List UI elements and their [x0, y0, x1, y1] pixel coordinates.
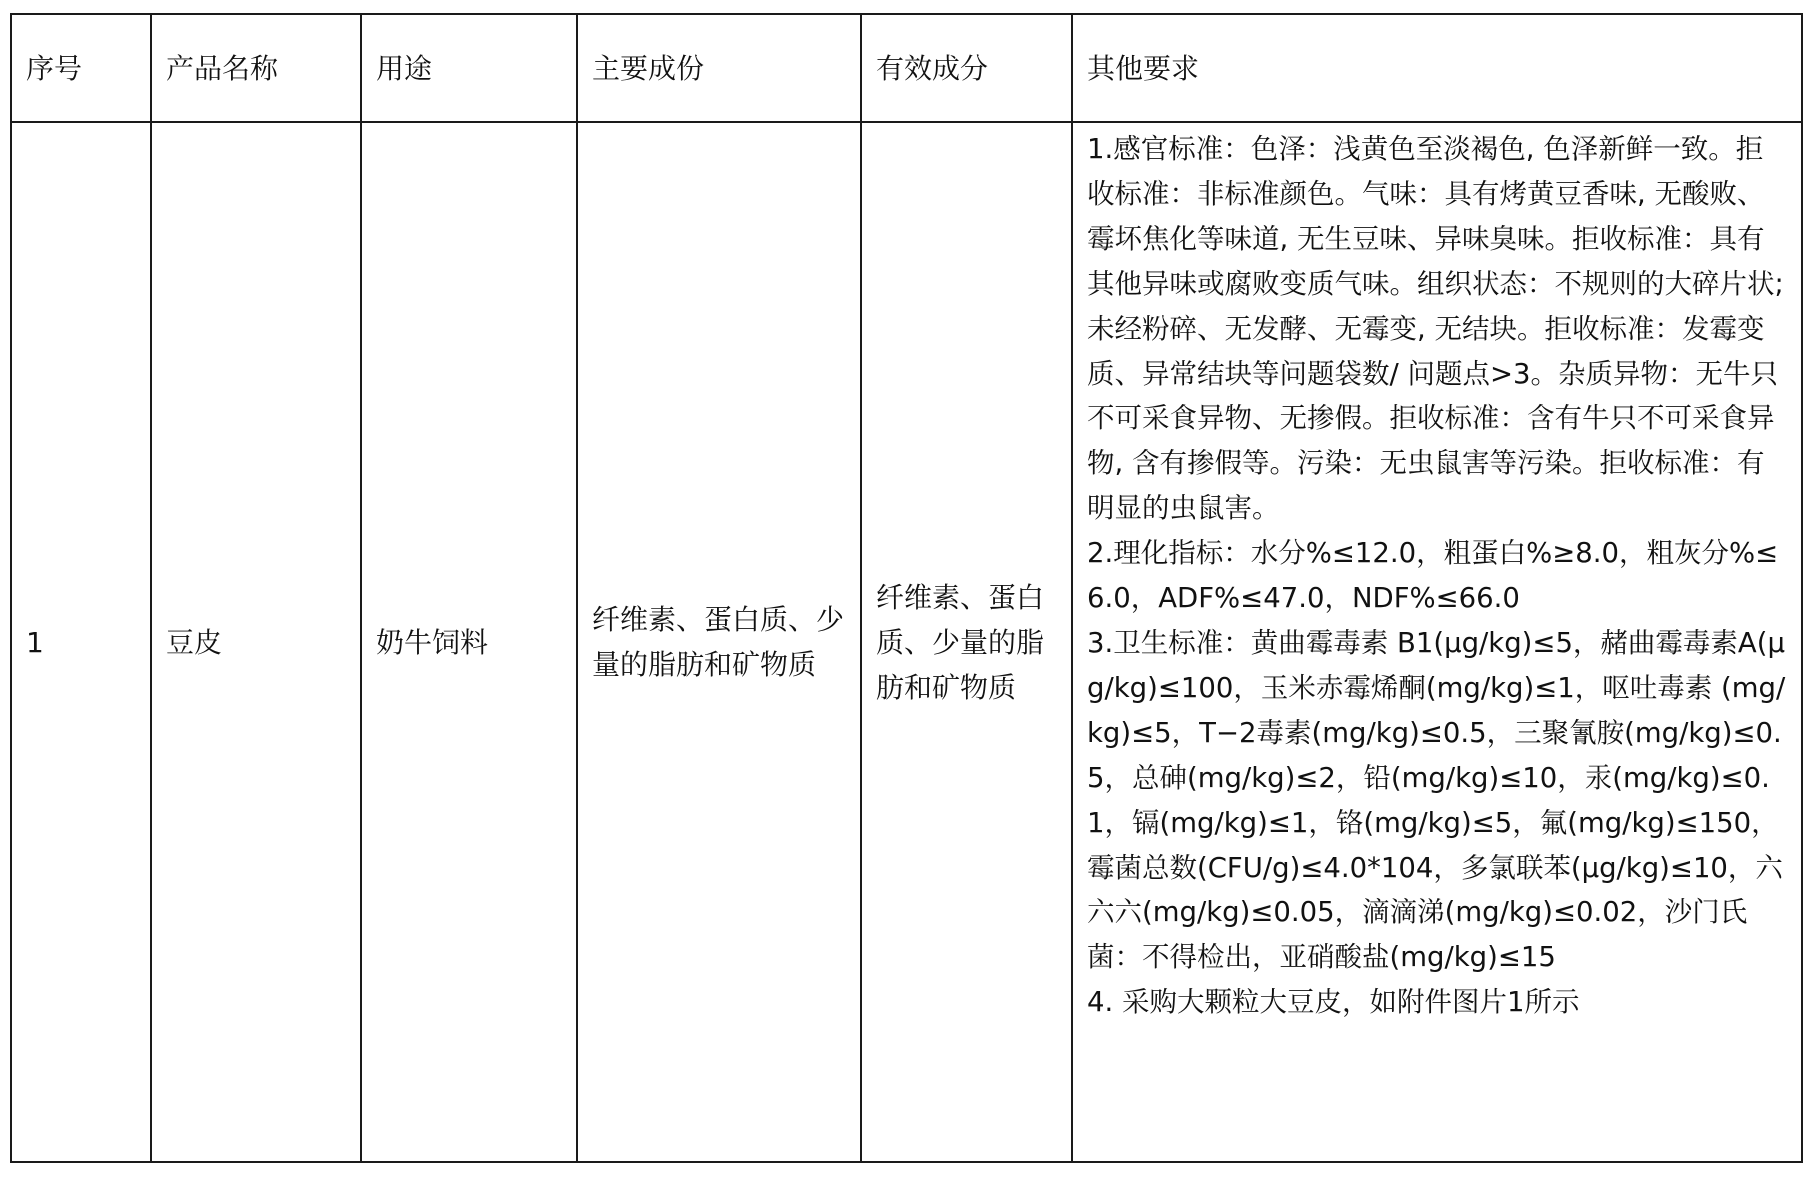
- cell-effective-ingredients: [861, 122, 1072, 1162]
- requirement-hygiene: 3.卫生标准：黄曲霉毒素 B1(μg/kg)≤5，赭曲霉毒素A(μg/kg)≤100，玉米赤霉烯酮(mg/kg)≤1，呕吐毒素 (mg/kg)≤5，T−2毒素(mg/kg)≤0.5，三聚氰胺(mg/kg)≤0.5，总砷(mg/kg)≤2，铅(mg/kg)≤10，汞(mg/kg)≤0.1，镉(mg/kg)≤1，铬(mg/kg)≤5，氟(mg/kg)≤150，霉菌总数(CFU/g)≤4.0*104，多氯联苯(μg/kg)≤10，六六六(mg/kg)≤0.05，滴滴涕(mg/kg)≤0.02，沙门氏菌：不得检出，亚硝酸盐(mg/kg)≤15: [1087, 626, 1786, 974]
- product-name-value: 豆皮: [166, 625, 223, 659]
- usage-value: 奶牛饲料: [376, 625, 489, 659]
- header-main-ingredients: 主要成份: [577, 14, 861, 122]
- header-effective-ingredients: 有效成分: [861, 14, 1072, 122]
- table-header-row: [11, 14, 1802, 122]
- requirement-purchase: 4. 采购大颗粒大豆皮，如附件图片1所示: [1087, 986, 1580, 1019]
- header-product-name: 产品名称: [151, 14, 361, 122]
- header-usage: 用途: [361, 14, 577, 122]
- main-ingredients-value: 纤维素、蛋白质、少量的脂肪和矿物质: [592, 603, 845, 681]
- requirement-physicochemical: 2.理化指标：水分%≤12.0，粗蛋白%≥8.0，粗灰分%≤6.0，ADF%≤47.0，NDF%≤66.0: [1087, 537, 1779, 615]
- effective-ingredients-value: 纤维素、蛋白质、少量的脂肪和矿物质: [876, 580, 1045, 704]
- cell-usage: [361, 122, 577, 1162]
- cell-seq: [11, 122, 151, 1162]
- cell-main-ingredients: [577, 122, 861, 1162]
- header-other-requirements: 其他要求: [1072, 14, 1802, 122]
- seq-value: 1: [26, 625, 44, 659]
- product-spec-table: [10, 13, 1803, 1163]
- requirement-sensory: 1.感官标准：色泽：浅黄色至淡褐色, 色泽新鲜一致。拒收标准：非标准颜色。气味：具有烤黄豆香味, 无酸败、霉坏焦化等味道, 无生豆味、异味臭味。拒收标准：具有其他异味或腐败变质气味。组织状态：不规则的大碎片状; 未经粉碎、无发酵、无霉变, 无结块。拒收标准：发霉变质、异常结块等问题袋数/ 问题点>3。杂质异物：无牛只不可采食异物、无掺假。拒收标准：含有牛只不可采食异物, 含有掺假等。污染：无虫鼠害等污染。拒收标准：有明显的虫鼠害。: [1087, 133, 1784, 525]
- header-seq: 序号: [11, 14, 151, 122]
- cell-product-name: [151, 122, 361, 1162]
- table-row: [11, 122, 1802, 1162]
- cell-other-requirements: [1072, 122, 1802, 1162]
